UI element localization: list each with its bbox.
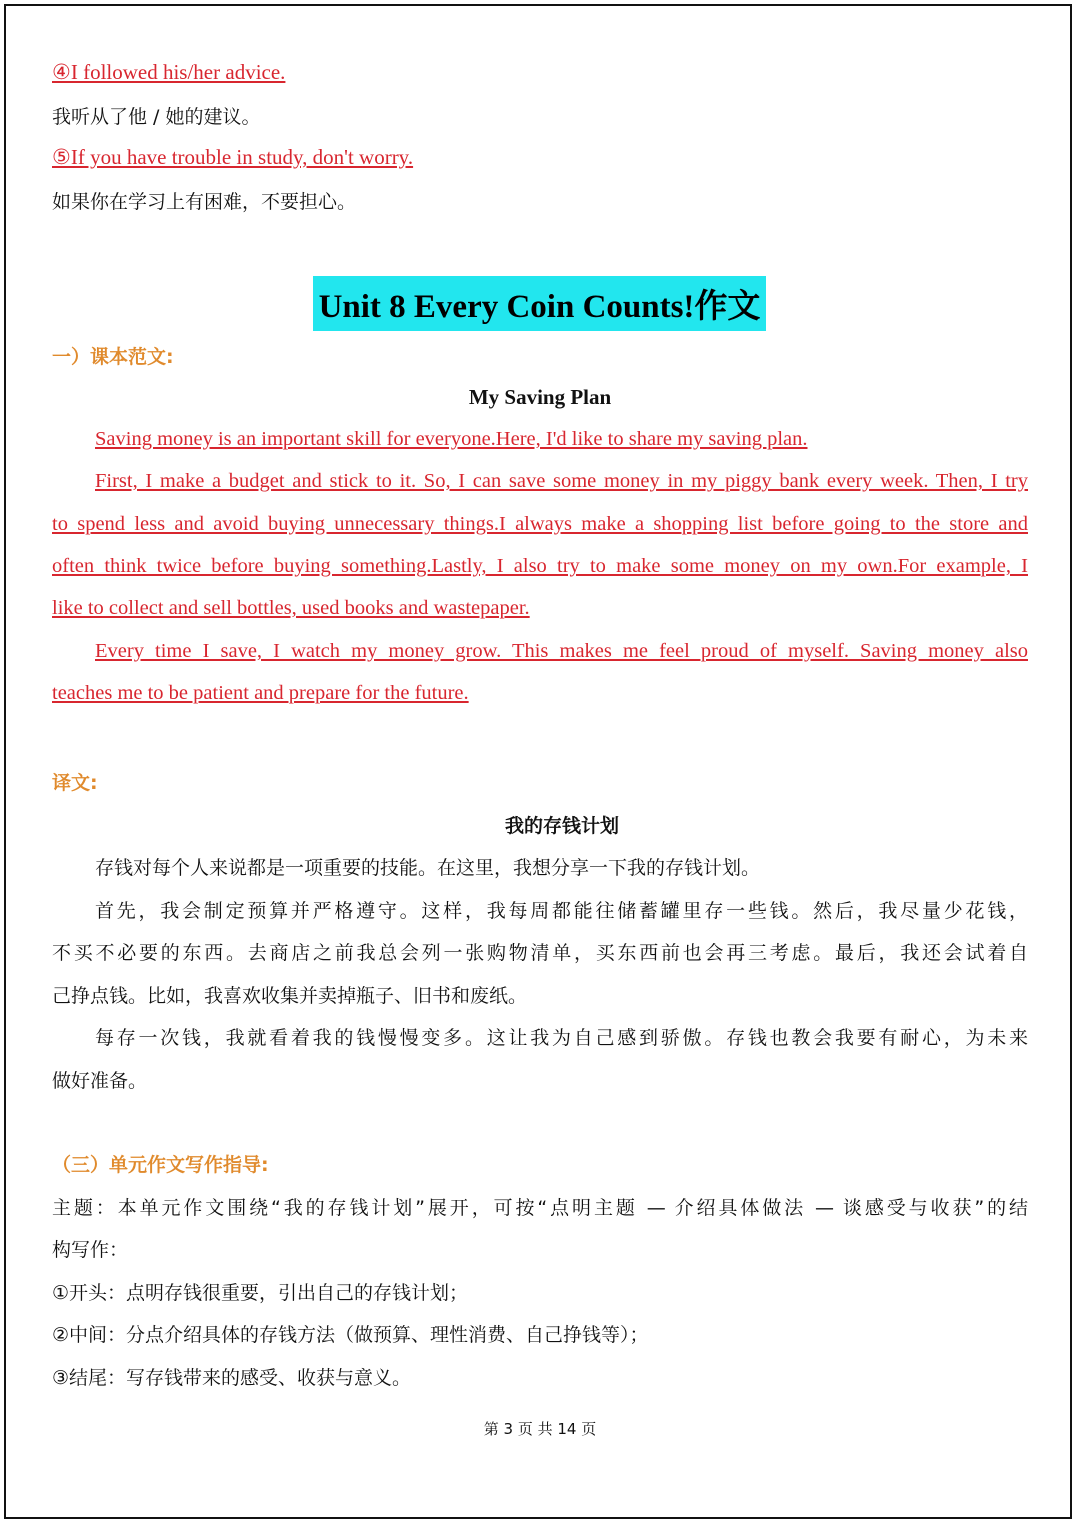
example-translation-5: 如果你在学习上有困难，不要担心。 <box>52 191 357 213</box>
translation-line: 做好准备。 <box>52 1070 148 1092</box>
translation-line: 每存一次钱，我就看着我的钱慢慢变多。这让我为自己感到骄傲。存钱也教会我要有耐心，为未来 <box>95 1027 1028 1049</box>
essay-line: Every time I save, I watch my money grow. This makes me feel proud of myself. Saving money also <box>95 640 1028 662</box>
section-heading-model-essay: 一）课本范文: <box>52 346 174 368</box>
page-footer: 第 3 页 共 14 页 <box>483 1420 597 1438</box>
example-sentence-4: ④I followed his/her advice. <box>52 60 286 84</box>
essay-line: to spend less and avoid buying unnecessary things.I always make a shopping list before going to the store and <box>52 513 1028 535</box>
unit-title: Unit 8 Every Coin Counts!作文 <box>318 289 761 325</box>
guide-line: ③结尾：写存钱带来的感受、收获与意义。 <box>52 1367 412 1389</box>
section-heading-writing-guide: （三）单元作文写作指导: <box>52 1154 269 1176</box>
essay-line: often think twice before buying something.Lastly, I also try to make some money on my own.For example, I <box>52 555 1028 577</box>
guide-line: ②中间：分点介绍具体的存钱方法（做预算、理性消费、自己挣钱等）； <box>52 1324 649 1346</box>
translation-line: 己挣点钱。比如，我喜欢收集并卖掉瓶子、旧书和废纸。 <box>52 985 528 1007</box>
unit-title-banner <box>313 276 766 331</box>
guide-line: 构写作： <box>52 1239 129 1261</box>
essay-line: like to collect and sell bottles, used books and wastepaper. <box>52 597 530 619</box>
essay-line: teaches me to be patient and prepare for the future. <box>52 682 469 704</box>
example-sentence-5: ⑤If you have trouble in study, don't worry. <box>52 145 414 169</box>
guide-line: 主题：本单元作文围绕“我的存钱计划”展开，可按“点明主题 — 介绍具体做法 — 谈感受与收获”的结 <box>52 1197 1028 1219</box>
example-translation-4: 我听从了他 / 她的建议。 <box>52 106 261 128</box>
guide-line: ①开头：点明存钱很重要，引出自己的存钱计划； <box>52 1282 469 1304</box>
translation-line: 首先，我会制定预算并严格遵守。这样，我每周都能往储蓄罐里存一些钱。然后，我尽量少花钱， <box>95 900 1028 922</box>
translation-title: 我的存钱计划 <box>504 815 619 837</box>
translation-line: 存钱对每个人来说都是一项重要的技能。在这里，我想分享一下我的存钱计划。 <box>95 857 761 879</box>
essay-title: My Saving Plan <box>468 385 612 409</box>
essay-line: Saving money is an important skill for everyone.Here, I'd like to share my saving plan. <box>95 428 808 450</box>
section-heading-translation: 译文: <box>52 772 98 794</box>
translation-line: 不买不必要的东西。去商店之前我总会列一张购物清单，买东西前也会再三考虑。最后，我还会试着自 <box>52 942 1028 964</box>
essay-line: First, I make a budget and stick to it. So, I can save some money in my piggy bank every week. Then, I try <box>95 470 1028 492</box>
